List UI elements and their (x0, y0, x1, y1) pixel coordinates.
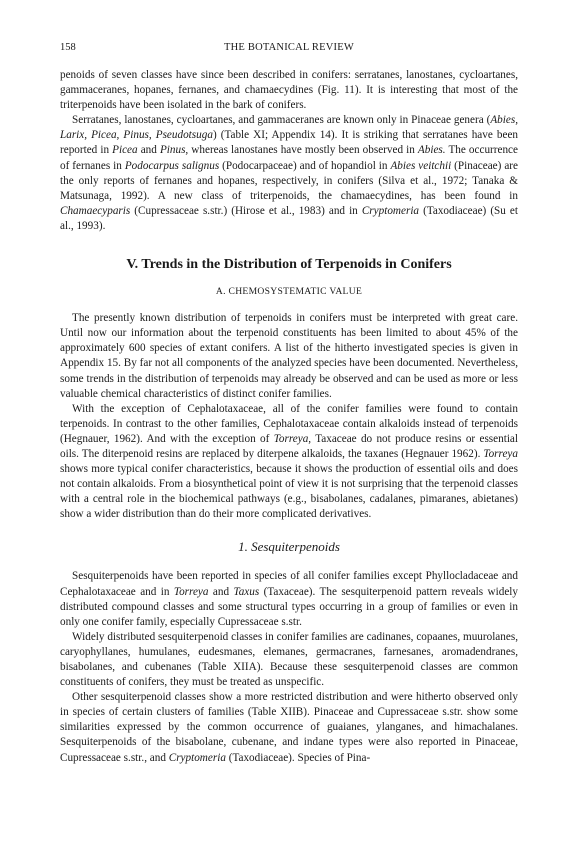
paragraph: Other sesquiterpenoid classes show a more restricted distribution and were hitherto observed only in species of certain clusters of families (Table XIIB). Pinaceae and Cupressaceae s.str. show some similarities expressed by the common occurrence of guaianes, ylanganes, and himachalanes. Sesquiterpenoids of the bisabolane, cubenane, and indane types were also reported in Pinaceae, Cupressaceae s.str., and Cryptomeria (Taxodiaceae). Species of Pina- (60, 691, 518, 764)
paragraph: Serratanes, lanostanes, cycloartanes, and gammaceranes are known only in Pinaceae genera (Abies, Larix, Picea, Pinus, Pseudotsuga) (Table XI; Appendix 14). It is striking that serratanes have been reported in Picea and Pinus, whereas lanostanes have mostly been observed in Abies. The occurrence of fernanes in Podocarpus salignus (Podocarpaceae) and of hopandiol in Abies veitchii (Pinaceae) are the only reports of fernanes and hopanes, respectively, in conifers (Silva et al., 1972; Tanaka & Matsunaga, 1992). A new class of triterpenoids, the chamaecydines, has been found in Chamaecyparis (Cupressaceae s.str.) (Hirose et al., 1983) and in Cryptomeria (Taxodiaceae) (Su et al., 1993). (60, 114, 519, 232)
subsection-heading: 1. Sesquiterpenoids (238, 539, 340, 555)
section-heading: V. Trends in the Distribution of Terpenoids in Conifers (126, 257, 452, 273)
paragraph: Sesquiterpenoids have been reported in species of all conifer families except Phyllocladaceae and Cephalotaxaceae and in Torreya and Taxus (Taxaceae). The sesquiterpenoid pattern reveals widely distributed compound classes and some structural types occurring in a group of families or even in only one conifer family, especially Cupressaceae s.str. (60, 570, 518, 628)
paragraph: With the exception of Cephalotaxaceae, all of the conifer families were found to contain terpenoids. In contrast to the other families, Cephalotaxaceae contain alkaloids instead of terpenoids (Hegnauer, 1962). And with the exception of Torreya, Taxaceae do not produce resins or essential oils. The diterpenoid resins are replaced by diterpene alkaloids, the taxanes (Hegnauer 1962). Torreya shows more typical conifer characteristics, because it shows the production of essential oils and does not contain alkaloids. From a biosynthetical point of view it is not surprising that the terpenoid classes with a central role in the biochemical pathways (e.g., bisabolanes, cadalanes, pimaranes, abietanes) show a wider distribution than do their more complicated derivatives. (60, 402, 518, 521)
paragraph: Widely distributed sesquiterpenoid classes in conifer families are cadinanes, copaanes, muurolanes, caryophyllanes, humulanes, eudesmanes, elemanes, germacranes, farnesanes, aromadendranes, bisabolanes, and cubenanes (Table XIIA). Because these sesquiterpenoid classes are common constituents of conifers, they must be treated as unspecific. (60, 630, 518, 689)
section-body (60, 311, 518, 522)
intro-text (60, 68, 518, 234)
page-number: 158 (60, 42, 76, 53)
journal-title: THE BOTANICAL REVIEW (224, 42, 354, 53)
page (60, 40, 518, 766)
subsection-body (60, 569, 518, 765)
paragraph: penoids of seven classes have since been described in conifers: serratanes, lanostanes, cycloartanes, gammaceranes, hopanes, fernanes, and chamaecydines (Fig. 11). It is interesting that most of the triterpenoids have been isolated in the bark of conifers. (60, 69, 518, 112)
section-subheading: A. CHEMOSYSTEMATIC VALUE (215, 286, 363, 298)
paragraph: The presently known distribution of terpenoids in conifers must be interpreted with great care. Until now our information about the terpenoid constituents has been limited to about 45% of the approximately 600 species of extant conifers. A list of the hitherto investigated species is given in Appendix 15. By far not all components of the analyzed species have been documented. Nevertheless, some trends in the distribution of terpenoids may already be observed and can be used as more or less valuable chemical characteristics of distinct conifer families. (60, 312, 518, 400)
running-header (60, 40, 518, 56)
